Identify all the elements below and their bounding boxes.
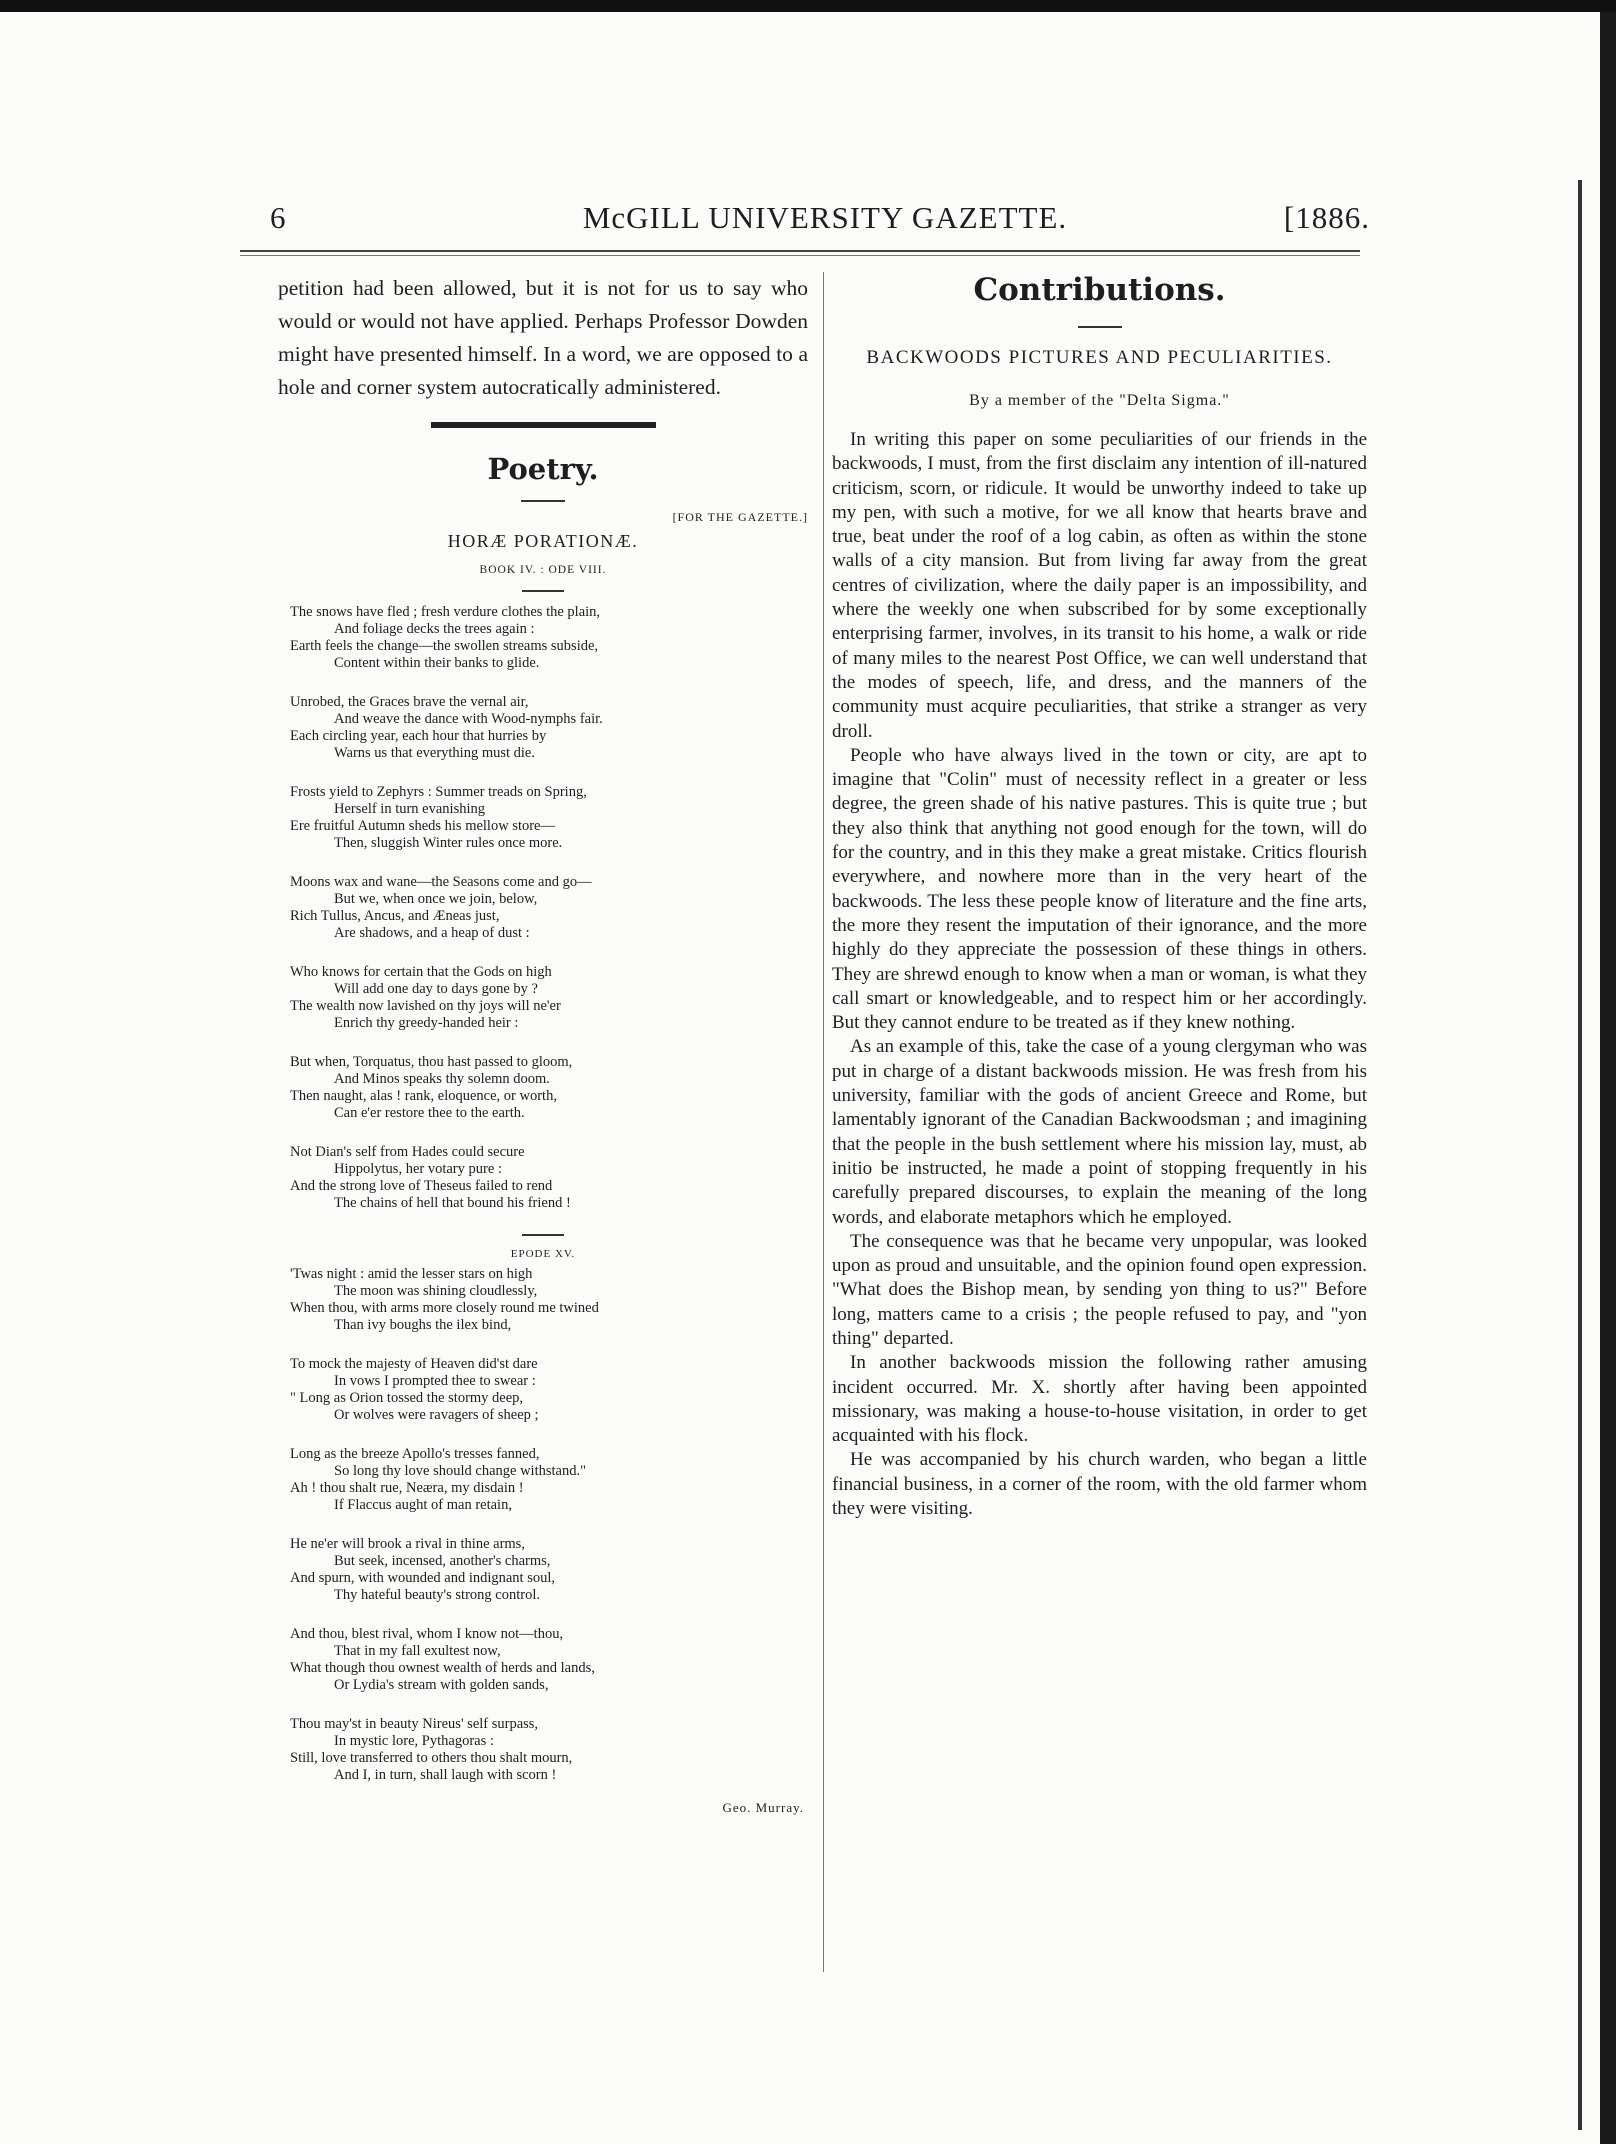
poem-line: Or Lydia's stream with golden sands,: [334, 1677, 549, 1693]
article-paragraph: In another backwoods mission the following rather amusing incident occurred. Mr. X. shortly after having been appointed missionary, was making a house-to-house visitation, in order to get acquainted with his flock.: [832, 1352, 1367, 1447]
poem-line: Hippolytus, her votary pure :: [334, 1161, 502, 1177]
for-gazette-note: [FOR THE GAZETTE.]: [672, 510, 808, 524]
page-header: [270, 200, 1380, 236]
poem-line: Can e'er restore thee to the earth.: [334, 1105, 525, 1121]
poem-stanza: [290, 1536, 808, 1604]
poem-line: Then naught, alas ! rank, eloquence, or worth,: [290, 1088, 557, 1104]
poem-line: To mock the majesty of Heaven did'st dare: [290, 1356, 538, 1372]
article-byline: By a member of the "Delta Sigma.": [969, 392, 1230, 409]
poem-line: But when, Torquatus, thou hast passed to gloom,: [290, 1054, 573, 1070]
epode-title: EPODE XV.: [510, 1248, 576, 1260]
poem-line: Still, love transferred to others thou shalt mourn,: [290, 1750, 573, 1766]
header-rule: [240, 250, 1360, 256]
poem-line: " Long as Orion tossed the stormy deep,: [290, 1390, 524, 1406]
poem-line: Content within their banks to glide.: [334, 655, 540, 671]
poem-stanza: [290, 604, 808, 672]
poem-line: Unrobed, the Graces brave the vernal air,: [290, 694, 529, 710]
continued-paragraph: petition had been allowed, but it is not for us to say who would or would not have applied. Perhaps Professor Dowden might have presented himself. In a word, we are opposed to a hole and corner system autocratically administered.: [278, 276, 808, 399]
poem-signature: Geo. Murray.: [722, 1800, 804, 1815]
article-paragraph: As an example of this, take the case of a young clergyman who was put in charge of a distant backwoods mission. He was fresh from his university, familiar with the gods of ancient Greece and Rome, but lamentably ignorant of the Canadian Backwoodsman ; and imagining that the people in the bush settlement where his mission lay, must, ab initio be instructed, he made a point of stopping frequently in his carefully prepared discourses, to explain the meaning of the long words, and elaborate metaphors which he employed.: [832, 1036, 1367, 1228]
poem-rule: [522, 590, 564, 592]
poem-stanza: [290, 784, 808, 852]
poem-line: Thou may'st in beauty Nireus' self surpass,: [290, 1716, 539, 1732]
poem-line: And foliage decks the trees again :: [334, 621, 535, 637]
poem-line: And the strong love of Theseus failed to rend: [290, 1178, 553, 1194]
contributions-heading: Contributions.: [973, 272, 1226, 308]
poem-line: The moon was shining cloudlessly,: [334, 1283, 538, 1299]
poem-line: And I, in turn, shall laugh with scorn !: [334, 1767, 557, 1783]
poem-line: Ah ! thou shalt rue, Neæra, my disdain !: [290, 1480, 524, 1496]
poem-line: Not Dian's self from Hades could secure: [290, 1144, 525, 1160]
poem-line: If Flaccus aught of man retain,: [334, 1497, 512, 1513]
section-divider: [431, 422, 656, 428]
poem-line: In vows I prompted thee to swear :: [334, 1373, 536, 1389]
article-paragraph: People who have always lived in the town or city, are apt to imagine that "Colin" must of necessity reflect in a greater or less degree, the green shade of his native pastures. This is quite true ; but they also think that anything not good enough for the town, will do for the country, and in this they make a great mistake. Critics flourish everywhere, and nowhere more than in the very heart of the backwoods. The less these people know of literature and the fine arts, the more they resent the imputation of their ignorance, and the more highly do they appreciate the possession of these things in others. They are shrewd enough to know when a man or woman, is what they call smart or knowledgeable, and to respect him or her accordingly. But they cannot endure to be treated as if they knew nothing.: [832, 744, 1367, 1034]
ode-poem: [278, 604, 808, 1212]
book-ode-line: BOOK IV. : ODE VIII.: [479, 564, 607, 576]
article-paragraph: The consequence was that he became very unpopular, was looked upon as proud and unsuitable, and the opinion found open expression. "What does the Bishop mean, by sending yon thing to us?" Before long, matters came to a crisis ; the people refused to pay, and "yon thing" departed.: [832, 1230, 1367, 1349]
poem-line: And Minos speaks thy solemn doom.: [334, 1071, 550, 1087]
binding-edge-line: [1578, 180, 1582, 2130]
poem-stanza: [290, 1054, 808, 1122]
scan-right-border: [1600, 12, 1616, 2144]
poem-line: Or wolves were ravagers of sheep ;: [334, 1407, 539, 1423]
page-number: 6: [270, 200, 287, 235]
issue-year: [1886.: [1283, 200, 1370, 235]
article-paragraph: In writing this paper on some peculiarities of our friends in the backwoods, I must, from the first disclaim any intention of ill-natured criticism, scorn, or ridicule. It would be unworthy indeed to take up my pen, with such a motive, for we all know that hearts brave and true, beat under the roof of a log cabin, as often as within the stone walls of a city mansion. But from living far away from the great centres of civilization, where the daily paper is an impossibility, and where the weekly one when subscribed for by some exceptionally enterprising farmer, involves, in its transit to his home, a walk or ride of many miles to the nearest Post Office, we can well understand that the modes of speech, life, and dress, and the manners of the community must acquire peculiarities, that strike a stranger as very droll.: [832, 429, 1367, 742]
poetry-heading: Poetry.: [487, 452, 599, 486]
poem-line: In mystic lore, Pythagoras :: [334, 1733, 494, 1749]
poem-line: Herself in turn evanishing: [334, 801, 486, 817]
epode-poem: [278, 1266, 808, 1784]
poem-stanza: [290, 1144, 808, 1212]
poem-stanza: [290, 1356, 808, 1424]
gazette-title: McGILL UNIVERSITY GAZETTE.: [582, 200, 1068, 235]
poem-line: So long thy love should change withstand.": [334, 1463, 586, 1479]
poem-stanza: [290, 1716, 808, 1784]
poem-line: Rich Tullus, Ancus, and Æneas just,: [290, 908, 500, 924]
poem-line: Will add one day to days gone by ?: [334, 981, 538, 997]
poem-line: Then, sluggish Winter rules once more.: [334, 835, 563, 851]
poem-line: Moons wax and wane—the Seasons come and go—: [290, 874, 592, 890]
poem-line: When thou, with arms more closely round me twined: [290, 1300, 599, 1316]
right-column: [832, 272, 1367, 1521]
poem-line: Are shadows, and a heap of dust :: [334, 925, 530, 941]
poem-line: And weave the dance with Wood-nymphs fair.: [334, 711, 603, 727]
contributions-rule: [1078, 326, 1122, 328]
article-title: BACKWOODS PICTURES AND PECULIARITIES.: [866, 347, 1333, 368]
scan-top-border: [0, 0, 1616, 12]
poem-title: HORÆ PORATIONÆ.: [447, 531, 639, 551]
poem-stanza: [290, 1266, 808, 1334]
poem-line: Enrich thy greedy-handed heir :: [334, 1015, 519, 1031]
poem-line: And spurn, with wounded and indignant soul,: [290, 1570, 556, 1586]
poem-line: That in my fall exultest now,: [334, 1643, 501, 1659]
heading-rule: [521, 500, 565, 502]
poem-line: What though thou ownest wealth of herds and lands,: [290, 1660, 595, 1676]
poem-line: Than ivy boughs the ilex bind,: [334, 1317, 512, 1333]
poem-line: The chains of hell that bound his friend !: [334, 1195, 571, 1211]
poem-line: Each circling year, each hour that hurries by: [290, 728, 547, 744]
poem-line: 'Twas night : amid the lesser stars on high: [290, 1266, 533, 1282]
poem-stanza: [290, 964, 808, 1032]
epode-rule: [522, 1234, 564, 1236]
poem-line: Thy hateful beauty's strong control.: [334, 1587, 540, 1603]
poem-line: Frosts yield to Zephyrs : Summer treads on Spring,: [290, 784, 587, 800]
left-column: [278, 272, 808, 1816]
poem-stanza: [290, 1626, 808, 1694]
poem-line: Warns us that everything must die.: [334, 745, 535, 761]
poem-line: And thou, blest rival, whom I know not—thou,: [290, 1626, 564, 1642]
article-paragraph: He was accompanied by his church warden, who began a little financial business, in a corner of the room, with the old farmer whom they were visiting.: [832, 1449, 1367, 1520]
poem-line: He ne'er will brook a rival in thine arms,: [290, 1536, 525, 1552]
poem-line: The snows have fled ; fresh verdure clothes the plain,: [290, 604, 601, 620]
poem-stanza: [290, 694, 808, 762]
poem-line: The wealth now lavished on thy joys will ne'er: [290, 998, 561, 1014]
poem-line: But we, when once we join, below,: [334, 891, 538, 907]
poem-line: Who knows for certain that the Gods on high: [290, 964, 552, 980]
poem-stanza: [290, 1446, 808, 1514]
poem-line: Ere fruitful Autumn sheds his mellow store—: [290, 818, 555, 834]
poem-line: Earth feels the change—the swollen streams subside,: [290, 638, 599, 654]
poem-line: But seek, incensed, another's charms,: [334, 1553, 551, 1569]
column-divider: [823, 272, 824, 1972]
poem-line: Long as the breeze Apollo's tresses fanned,: [290, 1446, 540, 1462]
poem-stanza: [290, 874, 808, 942]
